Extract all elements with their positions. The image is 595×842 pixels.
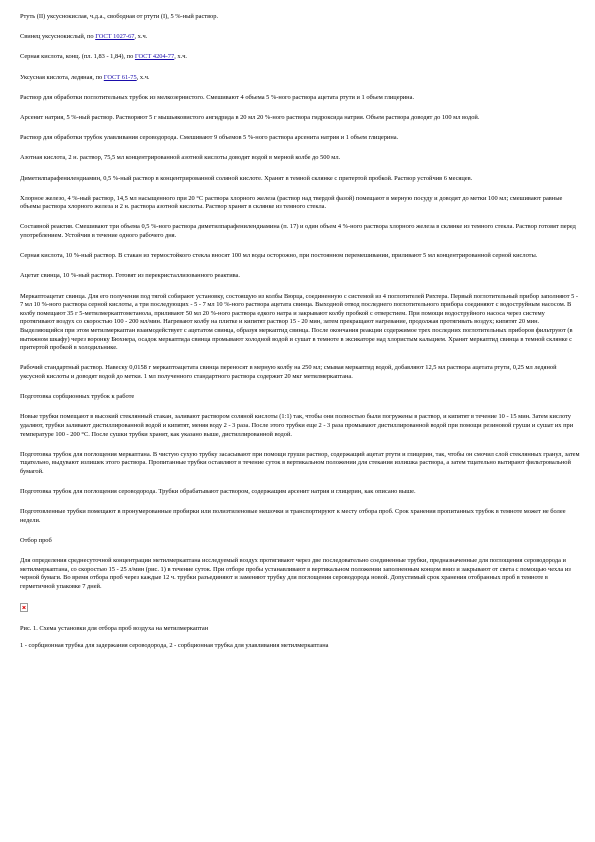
figure-caption: Рис. 1. Схема установки для отбора проб воздуха на метилмеркаптан [20,624,209,632]
reagent-acetic-acid [20,74,581,83]
reagent-text: Свинец уксуснокислый, по [20,33,96,41]
paragraph: Рабочий стандартный раствор. Навеску 0,0158 г меркаптоацетата свинца переносят в мерную колбу на 250 мл; смывая меркаптид водой, добавляют 12,5 мл раствора ацетата ртути, 0,25 мл ледяной уксусной кислоты и доводят водой до метки. 1 мл полученного стандартного раствора содержит 20 мкг метилмеркаптана. [20,364,557,380]
reagent-mercury-acetate [20,13,581,22]
broken-image-icon [20,603,28,612]
paragraph: Хлорное железо, 4 %-ный раствор, 14,5 мл насыщенного при 20 °C раствора хлорного железа (раствор над твердой фазой) помещают в мерную посуду и доводят до метки 100 мл; смешивают равные объемы раствора хлорного железа и 2 н. раствора азотной кислоты. Раствор хранят в склянке из темного стекла. [20,194,563,211]
reagent-lead-acetate [20,33,581,42]
paragraph: Раствор для обработки трубок улавливания сероводорода. Смешивают 9 объемов 5 %-ного раствора арсенита натрия и 1 объем глицерина. [20,134,399,142]
paragraph: Подготовка трубок для поглощения сероводорода. Трубки обрабатывают раствором, содержащим арсенит натрия и глицерин, как описано выше. [20,488,416,496]
gost-link[interactable]: ГОСТ 1027-67 [95,33,135,41]
reagent-text-suffix: , х.ч. [174,53,188,61]
paragraph: Арсенит натрия, 5 %-ный раствор. Растворяют 5 г мышьяковистого ангидрида в 20 мл 20 %-ного раствора гидроксида натрия. Объем раствора доводят до 100 мл водой. [20,113,480,121]
section-heading: Отбор проб [20,537,52,545]
paragraph: Ацетат свинца, 10 %-ный раствор. Готовят из перекристаллизованного реактива. [20,272,240,280]
reagent-text-suffix: , х.ч. [134,33,148,41]
paragraph: Азотная кислота, 2 н. раствор, 75,5 мл концентрированной азотной кислоты доводят водой в мерной колбе до 500 мл. [20,154,341,162]
reagent-text: Уксусная кислота, ледяная, по [20,73,104,81]
paragraph: Новые трубки помещают в высокий стеклянный стакан, заливают раствором соляной кислоты (1:1) так, чтобы они полностью были погружены в раствор, и кипятят в течение 10 - 15 мин. Затем кислоту удаляют, трубки заливают дистиллированной водой и кипятят, меняя воду 2 - 3 раза. После этого трубки еще 2 - 3 раза промывают дистиллированной водой при помощи резиновой груши и сушат их при температуре 100 - 200 °C. После сушки трубки хранят, как указано выше, дистиллированной водой. [20,413,574,438]
reagent-text: Серная кислота, конц. (пл. 1,83 - 1,84), по [20,53,135,61]
paragraph: Диметилпарафенилендиамин, 0,5 %-ный раствор в концентрированной соляной кислоте. Хранят в темной склянке с притертой пробкой. Раствор устойчив 6 месяцев. [20,174,473,182]
paragraph: Меркаптоацетат свинца. Для его получения под тягой собирают установку, состоящую из колбы Вюрца, соединенную с системой из 4 поглотителей Рихтера. Первый поглотительный прибор заполняют 5 - 7 мл 10 %-ного раствора серной кислоты, а три последующих - 5 - 7 мл 10 %-ного раствора ацетата свинца. Выходной отвод последнего поглотительного прибора соединяют с водоструйным насосом. В колбу помещают 35 г 5-метилмеркаптометанола, приливают 50 мл 20 %-ного раствора едкого натра и закрывают колбу пробкой с отверстием. При помощи водоструйного насоса через систему протягивают воздух со скоростью 100 - 200 мл/мин. Нагревают колбу на плитке и кипятят раствор 15 - 20 мин, затем прекращают нагревание, продолжая протягивать воздух; кипятят 20 мин. Выделяющийся при этом метилмеркаптан взаимодействует с ацетатом свинца, образуя меркаптид свинца. После окончания реакции содержимое трех последних поглотительных приборов фильтруют (в вытяжном шкафу) через воронку Бюхнера, осадок меркаптида свинца промывают холодной водой и сушат в темноте в эксикаторе над хлористым кальцием. Хранят меркаптид свинца в темной склянке с притертой пробкой в холодильнике. [20,292,579,352]
paragraph: Подготовленные трубки помещают в пронумерованные пробирки или полиэтиленовые мешочки и транспортируют к месту отбора проб. Срок хранения пропитанных трубок в темноте может не более недели. [20,508,566,524]
gost-link[interactable]: ГОСТ 4204-77 [134,53,175,61]
paragraph: Подготовка трубок для поглощения меркаптана. В чистую сухую трубку засасывают при помощи груши раствор, содержащий ацетат ртути и глицерин, так, чтобы он смочил слой стеклянных гранул, затем тщательно, выдувают излишек этого раствора. Пропитанные трубки оставляют в течение суток в вертикальном положении для стекания излишка раствора, а затем тщательно вытирают фильтровальной бумагой. [20,450,580,475]
reagent-text-suffix: , х.ч. [136,73,150,81]
section-heading: Подготовка сорбционных трубок к работе [20,393,135,401]
reagent-sulfuric-acid [20,53,581,62]
paragraph: Составной реактив. Смешивают три объема 0,5 %-ного раствора диметилпарафенилендиамина (п. 17) и один объем 4 %-ного раствора хлорного железа в склянке из темного стекла. Раствор готовят перед употреблением. Устойчив в течение одного рабочего дня. [20,223,576,240]
reagent-text: Ртуть (II) уксуснокислая, ч.д.а., свободная от ртути (I), 5 %-ный раствор. [20,13,219,20]
paragraph: Серная кислота, 10 %-ный раствор. В стакан из термостойкого стекла вносят 100 мл воды осторожно, при постоянном перемешивании, приливают 5 мл концентрированной серной кислоты. [20,252,538,260]
paragraph: Раствор для обработки поглотительных трубок из мелкозернистого. Смешивают 4 объема 5 %-ного раствора ацетата ртути и 1 объем глицерина. [20,93,415,101]
figure-legend: 1 - сорбционная трубка для задержания сероводорода, 2 - сорбционная трубка для улавливания метилмеркаптана [20,642,329,650]
figure-image [20,603,581,625]
paragraph: Для определения среднесуточной концентрации метилмеркаптана исследуемый воздух протягивают через две последовательно соединенные трубки, предназначенные для поглощения сероводорода и метилмеркаптана, со скоростью 15 - 25 л/мин (рис. 1) в течение суток. При отборе пробы устанавливают в вертикальном положении заполненным концом вниз и закрывают от света с помощью чехла из черной бумаги. Во время отбора проб через каждые 12 ч. трубки разъединяют и заменяют трубку для поглощения сероводорода новой. Допустимый срок хранения отобранных проб в темноте в герметичной упаковке 7 дней. [20,557,571,591]
gost-link[interactable]: ГОСТ 61-75 [103,73,137,81]
